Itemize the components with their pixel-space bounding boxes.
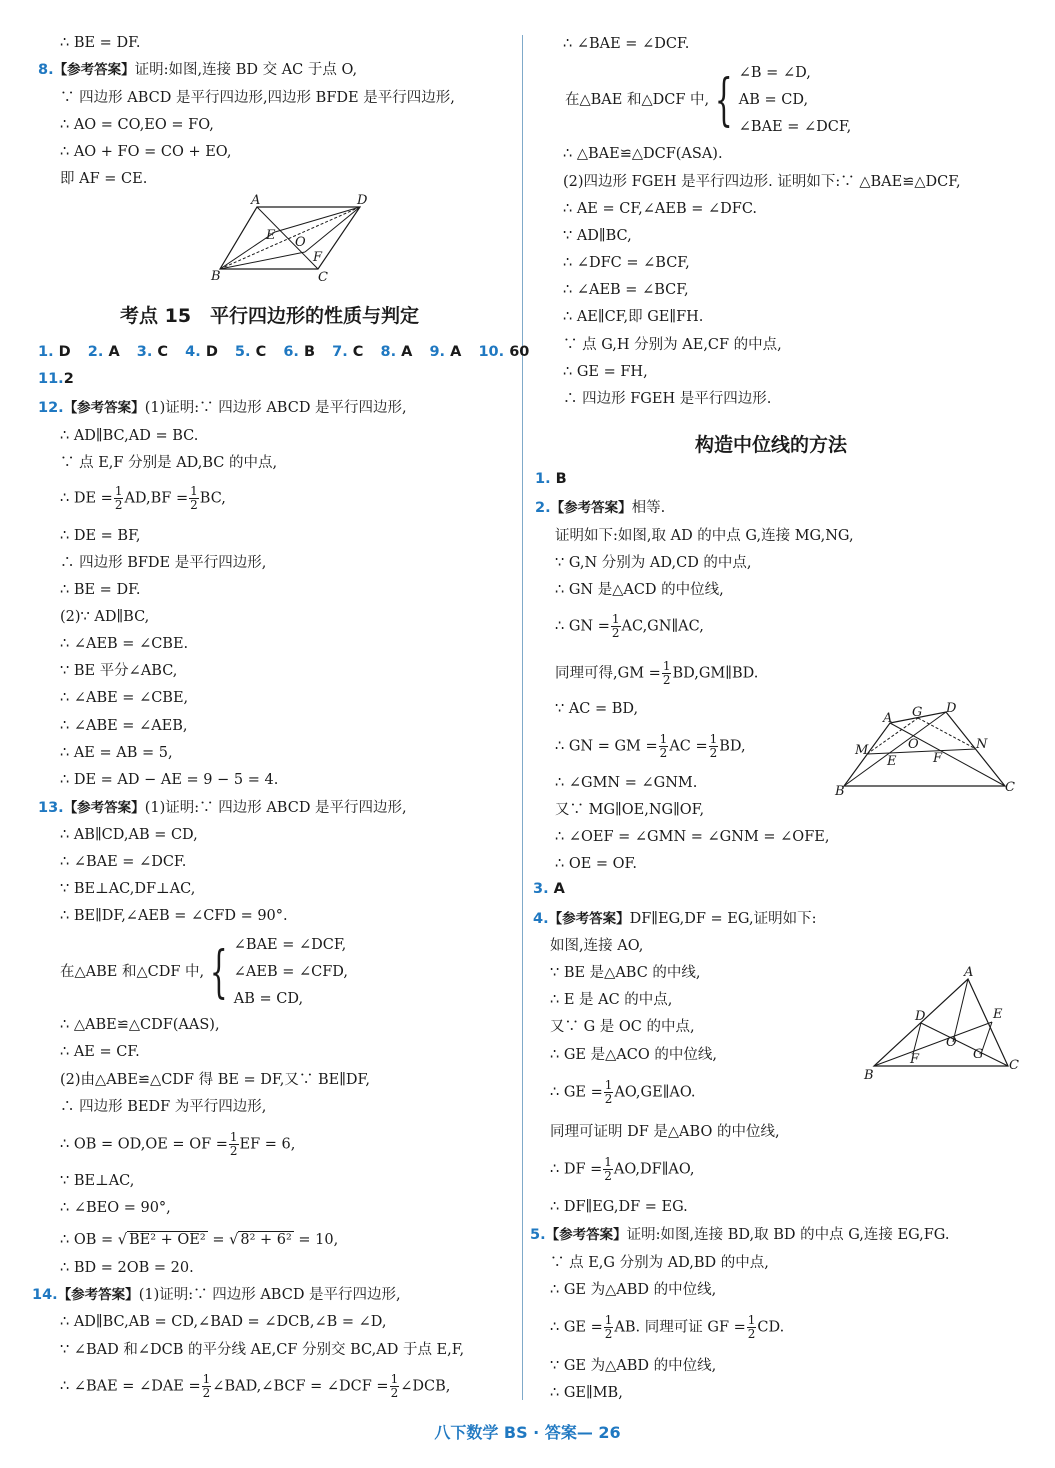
text-line: ∵ GE 为△ABD 的中位线, — [550, 1358, 717, 1374]
label-O: O — [908, 737, 919, 752]
label-N: N — [976, 737, 988, 752]
text-line: 同理可得,GM = $\frac{1}{2}$ BD,GM∥BD. — [555, 659, 759, 687]
text-line: ∴ GE 为△ABD 的中位线, — [550, 1282, 717, 1298]
text-line: ∴ 四边形 BEDF 为平行四边形, — [60, 1099, 267, 1115]
text-line: ∴ 四边形 BFDE 是平行四边形, — [60, 555, 267, 571]
text-line: ∴ OE = OF. — [555, 856, 637, 872]
answer-5: 5.【参考答案】证明:如图,连接 BD,取 BD 的中点 G,连接 EG,FG. — [530, 1227, 950, 1243]
label-F: F — [910, 1052, 920, 1067]
page-footer: 八下数学 BS · 答案— 26 — [434, 1423, 621, 1442]
question-13: 13.【参考答案】(1)证明:∵ 四边形 ABCD 是平行四边形, — [38, 800, 407, 816]
answer-row: 11.2 — [38, 371, 74, 387]
text-line: ∴ AO + FO = CO + EO, — [60, 144, 232, 160]
question-12: 12.【参考答案】(1)证明:∵ 四边形 ABCD 是平行四边形, — [38, 400, 407, 416]
text-line: ∴ BD = 2OB = 20. — [60, 1260, 194, 1276]
label-B: B — [835, 784, 845, 798]
text-line: ∴ ∠BAE = ∠DAE = $\frac{1}{2}$ ∠BAD,∠BCF = ∠DCF = $\frac{1}{2}$ ∠DCB, — [60, 1372, 451, 1400]
answer-item: 10. 60 — [478, 344, 530, 360]
answer-item: 2. A — [87, 344, 120, 360]
text-line: ∵ BE⊥AC,DF⊥AC, — [60, 881, 196, 897]
answer-item: 1. D — [38, 344, 71, 360]
text-line: ∵ G,N 分别为 AD,CD 的中点, — [555, 555, 752, 571]
text-line: ∵ BE 是△ABC 的中线, — [550, 965, 701, 981]
label-E: E — [266, 228, 276, 243]
text-line: ∴ E 是 AC 的中点, — [550, 992, 673, 1008]
label-C: C — [318, 270, 328, 284]
text-line: ∴ AE∥CF,即 GE∥FH. — [563, 309, 704, 325]
system-of-conditions: 在△ABE 和△CDF 中, { ∠BAE = ∠DCF, ∠AEB = ∠CFD, AB = CD, — [60, 937, 349, 1007]
text-line: ∴ BE∥DF,∠AEB = ∠CFD = 90°. — [60, 908, 288, 924]
column-divider — [522, 35, 523, 1400]
answer-item: 8. A — [380, 344, 413, 360]
question-number: 8. — [38, 62, 54, 78]
text-line: ∴ ∠BAE = ∠DCF. — [563, 36, 690, 52]
text-line: ∴ OB = √ BE² + OE² = √ 8² + 6² = 10, — [60, 1232, 339, 1248]
text-line: ∵ 点 E,G 分别为 AD,BD 的中点, — [550, 1255, 769, 1271]
text-line: ∴ GN = GM = $\frac{1}{2}$ AC = $\frac{1}{2}$ BD, — [555, 732, 746, 760]
text-line: ∵ ∠BAD 和∠DCB 的平分线 AE,CF 分别交 BC,AD 于点 E,F, — [60, 1342, 465, 1358]
text-line: 如图,连接 AO, — [550, 938, 644, 954]
text-line: ∴ ∠ABE = ∠AEB, — [60, 718, 188, 734]
label-O: O — [946, 1035, 957, 1050]
text-line: ∴ ∠DFC = ∠BCF, — [563, 255, 690, 271]
text-line: ∴ DF = $\frac{1}{2}$ AO,DF∥AO, — [550, 1155, 695, 1183]
text-line: ∴ AE = CF,∠AEB = ∠DFC. — [563, 201, 758, 217]
label-E: E — [993, 1007, 1003, 1022]
text-line: ∴ BE = DF. — [60, 35, 141, 51]
text-line: ∴ AE = AB = 5, — [60, 745, 173, 761]
text-line: 同理可证明 DF 是△ABO 的中位线, — [550, 1124, 780, 1140]
text-line: 证明:如图,连接 BD 交 AC 于点 O, — [134, 62, 358, 78]
system-of-conditions: 在△BAE 和△DCF 中, { ∠B = ∠D, AB = CD, ∠BAE = ∠DCF, — [565, 65, 852, 135]
answer-item: 9. A — [429, 344, 462, 360]
question-8 — [38, 60, 357, 80]
text-line: ∵ 四边形 ABCD 是平行四边形,四边形 BFDE 是平行四边形, — [60, 90, 455, 106]
quadrilateral-figure — [830, 698, 1020, 798]
text-line: ∴ AO = CO,EO = FO, — [60, 117, 214, 133]
answer-item: 4. D — [185, 344, 218, 360]
answer-tag: 【参考答案】 — [53, 62, 135, 78]
text-line: ∴ ∠AEB = ∠CBE. — [60, 636, 189, 652]
text-line: ∴ ∠OEF = ∠GMN = ∠GNM = ∠OFE, — [555, 829, 830, 845]
label-F: F — [933, 751, 943, 766]
triangle-figure — [860, 962, 1020, 1082]
text-line: 又∵ MG∥OE,NG∥OF, — [555, 802, 705, 818]
text-line: ∴ AE = CF. — [60, 1044, 140, 1060]
label-C: C — [1005, 780, 1015, 795]
answer-2: 2.【参考答案】相等. — [535, 500, 666, 516]
text-line: ∵ AC = BD, — [555, 701, 639, 717]
text-line: ∴ GE 是△ACO 的中位线, — [550, 1047, 717, 1063]
text-line: ∴ 四边形 FGEH 是平行四边形. — [563, 391, 772, 407]
text-line: ∴ GN 是△ACD 的中位线, — [555, 582, 724, 598]
text-line: ∵ BE 平分∠ABC, — [60, 663, 178, 679]
label-G: G — [973, 1047, 984, 1062]
label-A: A — [883, 711, 893, 726]
answer-4: 4.【参考答案】DF∥EG,DF = EG,证明如下: — [533, 911, 817, 927]
text-line: ∴ ∠AEB = ∠BCF, — [563, 282, 689, 298]
text-line: ∴ GE = $\frac{1}{2}$ AO,GE∥AO. — [550, 1078, 696, 1106]
text-line: ∴ ∠GMN = ∠GNM. — [555, 775, 698, 791]
text-line: 又∵ G 是 OC 的中点, — [550, 1019, 695, 1035]
label-F: F — [313, 250, 323, 265]
text-line: ∵ AD∥BC, — [563, 228, 632, 244]
text-line: ∵ BE⊥AC, — [60, 1173, 135, 1189]
label-A: A — [251, 193, 261, 208]
text-line: ∴ △ABE≌△CDF(AAS), — [60, 1017, 220, 1033]
text-line: ∴ ∠ABE = ∠CBE, — [60, 690, 189, 706]
text-line: 证明如下:如图,取 AD 的中点 G,连接 MG,NG, — [555, 528, 854, 544]
label-G: G — [912, 705, 923, 720]
text-line: ∴ GE = $\frac{1}{2}$ AB. 同理可证 GF = $\frac{1}{2}$ CD. — [550, 1313, 785, 1341]
text-line: ∴ AD∥BC,AD = BC. — [60, 428, 199, 444]
text-line: ∴ GN = $\frac{1}{2}$ AC,GN∥AC, — [555, 612, 704, 640]
text-line: (2)四边形 FGEH 是平行四边形. 证明如下:∵ △BAE≌△DCF, — [563, 174, 961, 190]
label-C: C — [1009, 1058, 1019, 1073]
label-O: O — [295, 235, 306, 250]
section-title: 构造中位线的方法 — [695, 434, 848, 456]
text-line: (2)∵ AD∥BC, — [60, 609, 150, 625]
answer-item: 5. C — [234, 344, 267, 360]
answer-row — [38, 344, 541, 360]
label-D: D — [357, 193, 368, 208]
answer-item: 7. C — [332, 344, 364, 360]
text-line: ∴ △BAE≌△DCF(ASA). — [563, 146, 723, 162]
label-B: B — [864, 1068, 874, 1082]
answer-item: 3. C — [136, 344, 169, 360]
text-line: (2)由△ABE≌△CDF 得 BE = DF,又∵ BE∥DF, — [60, 1072, 370, 1088]
text-line: ∴ DE = BF, — [60, 528, 141, 544]
parallelogram-figure — [205, 192, 380, 284]
answer-item: 6. B — [283, 344, 316, 360]
text-line: ∵ 点 G,H 分别为 AE,CF 的中点, — [563, 337, 782, 353]
text-line: ∴ DF∥EG,DF = EG. — [550, 1199, 688, 1215]
text-line: ∴ ∠BAE = ∠DCF. — [60, 854, 187, 870]
text-line: ∴ DE = AD − AE = 9 − 5 = 4. — [60, 772, 279, 788]
text-line: ∴ GE∥MB, — [550, 1385, 623, 1401]
text-line: ∴ BE = DF. — [60, 582, 141, 598]
answer-item: 3. A — [533, 881, 565, 897]
answer-item: 1. B — [535, 471, 567, 487]
text-line: ∵ 点 E,F 分别是 AD,BC 的中点, — [60, 455, 278, 471]
label-D: D — [946, 701, 957, 716]
text-line: ∴ GE = FH, — [563, 364, 648, 380]
section-title: 考点 15 平行四边形的性质与判定 — [120, 305, 420, 327]
text-line: ∴ AB∥CD,AB = CD, — [60, 827, 198, 843]
label-M: M — [855, 743, 869, 758]
text-line: ∴ ∠BEO = 90°, — [60, 1200, 171, 1216]
label-A: A — [964, 965, 974, 980]
label-D: D — [915, 1009, 926, 1024]
label-B: B — [211, 269, 221, 284]
text-line: 即 AF = CE. — [60, 171, 148, 187]
text-line: ∴ AD∥BC,AB = CD,∠BAD = ∠DCB,∠B = ∠D, — [60, 1314, 387, 1330]
label-E: E — [887, 754, 897, 769]
text-line: ∴ DE = $\frac{1}{2}$ AD,BF = $\frac{1}{2}$ BC, — [60, 484, 226, 512]
question-14: 14.【参考答案】(1)证明:∵ 四边形 ABCD 是平行四边形, — [32, 1287, 401, 1303]
text-line: ∴ OB = OD,OE = OF = $\frac{1}{2}$ EF = 6, — [60, 1130, 296, 1158]
